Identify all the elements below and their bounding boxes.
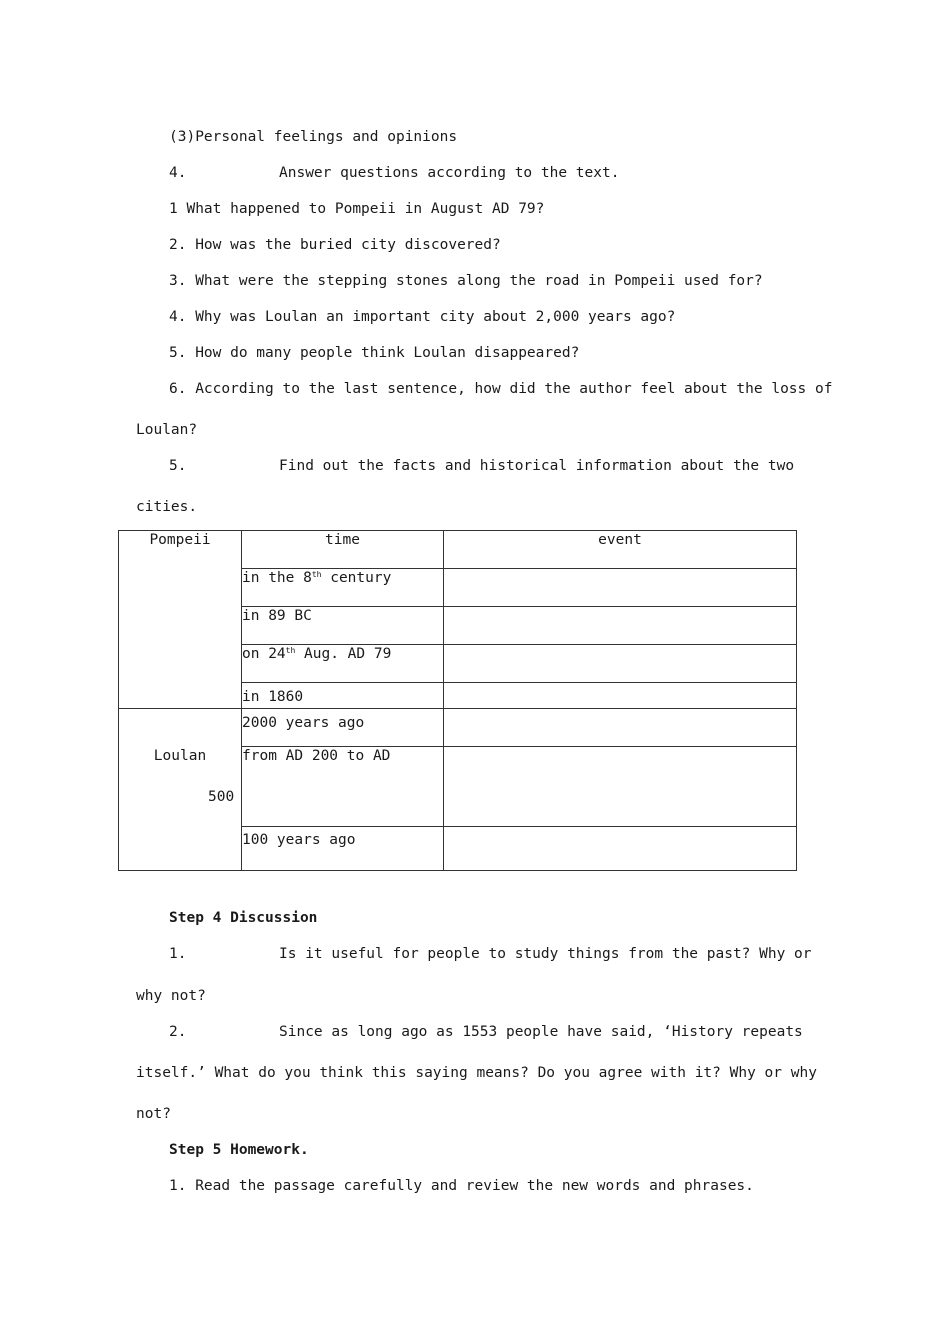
question-3: 3. What were the stepping stones along the road in Pompeii used for?: [169, 273, 763, 289]
task-5-heading: [169, 457, 794, 475]
event-cell: [444, 607, 797, 645]
question-5: 5. How do many people think Loulan disappeared?: [169, 345, 580, 361]
task-4-number: 4.: [169, 165, 187, 181]
ordinal-suffix: th: [285, 646, 296, 655]
discussion-question-2-end: not?: [136, 1106, 171, 1122]
time-cell: 100 years ago: [242, 827, 444, 871]
time-text: in the 8: [242, 570, 312, 586]
time-text: from AD 200 to AD: [242, 748, 391, 764]
event-cell: [444, 827, 797, 871]
time-text: on 24: [242, 646, 286, 662]
time-cell: in 89 BC: [242, 607, 444, 645]
task-5-number: 5.: [169, 458, 187, 474]
header-event: event: [444, 531, 797, 569]
discussion-question-2: [169, 1023, 803, 1041]
task-5-text-continued: cities.: [136, 499, 198, 515]
discussion-2-text: Since as long ago as 1553 people have said, ‘History repeats: [279, 1024, 803, 1040]
city-cell-loulan: Loulan: [119, 709, 242, 871]
ordinal-suffix: th: [311, 570, 322, 579]
task-5-text: Find out the facts and historical information about the two: [279, 458, 795, 474]
question-6-continued: Loulan?: [136, 422, 198, 438]
discussion-2-number: 2.: [169, 1024, 187, 1040]
event-cell: [444, 747, 797, 827]
time-cell: in 1860: [242, 683, 444, 709]
homework-item-1: 1. Read the passage carefully and review the new words and phrases.: [169, 1178, 754, 1194]
question-1: 1 What happened to Pompeii in August AD 79?: [169, 201, 545, 217]
event-cell: [444, 645, 797, 683]
event-cell: [444, 683, 797, 709]
time-text-continued: 500: [208, 789, 235, 805]
discussion-1-number: 1.: [169, 946, 187, 962]
task-4-heading: [169, 164, 619, 182]
city-cell-pompeii: Pompeii: [119, 531, 242, 709]
question-2: 2. How was the buried city discovered?: [169, 237, 501, 253]
time-cell: 2000 years ago: [242, 709, 444, 747]
time-cell: [242, 645, 444, 683]
time-text: century: [321, 570, 392, 586]
item-personal-feelings: (3)Personal feelings and opinions: [169, 129, 458, 145]
discussion-1-text: Is it useful for people to study things from the past? Why or: [279, 946, 812, 962]
task-4-text: Answer questions according to the text.: [279, 165, 620, 181]
facts-table: [118, 530, 797, 871]
time-cell: [208, 747, 444, 827]
question-4: 4. Why was Loulan an important city about 2,000 years ago?: [169, 309, 676, 325]
event-cell: [444, 569, 797, 607]
time-cell: [242, 569, 444, 607]
step-4-title: Step 4 Discussion: [169, 910, 318, 926]
header-time: time: [242, 531, 444, 569]
question-6: 6. According to the last sentence, how did the author feel about the loss of: [169, 381, 833, 397]
event-cell: [444, 709, 797, 747]
time-text: Aug. AD 79: [295, 646, 392, 662]
discussion-question-2-continued: itself.’ What do you think this saying means? Do you agree with it? Why or why: [136, 1065, 817, 1081]
discussion-question-1-continued: why not?: [136, 988, 206, 1004]
step-5-title: Step 5 Homework.: [169, 1142, 309, 1158]
discussion-question-1: [169, 945, 812, 963]
